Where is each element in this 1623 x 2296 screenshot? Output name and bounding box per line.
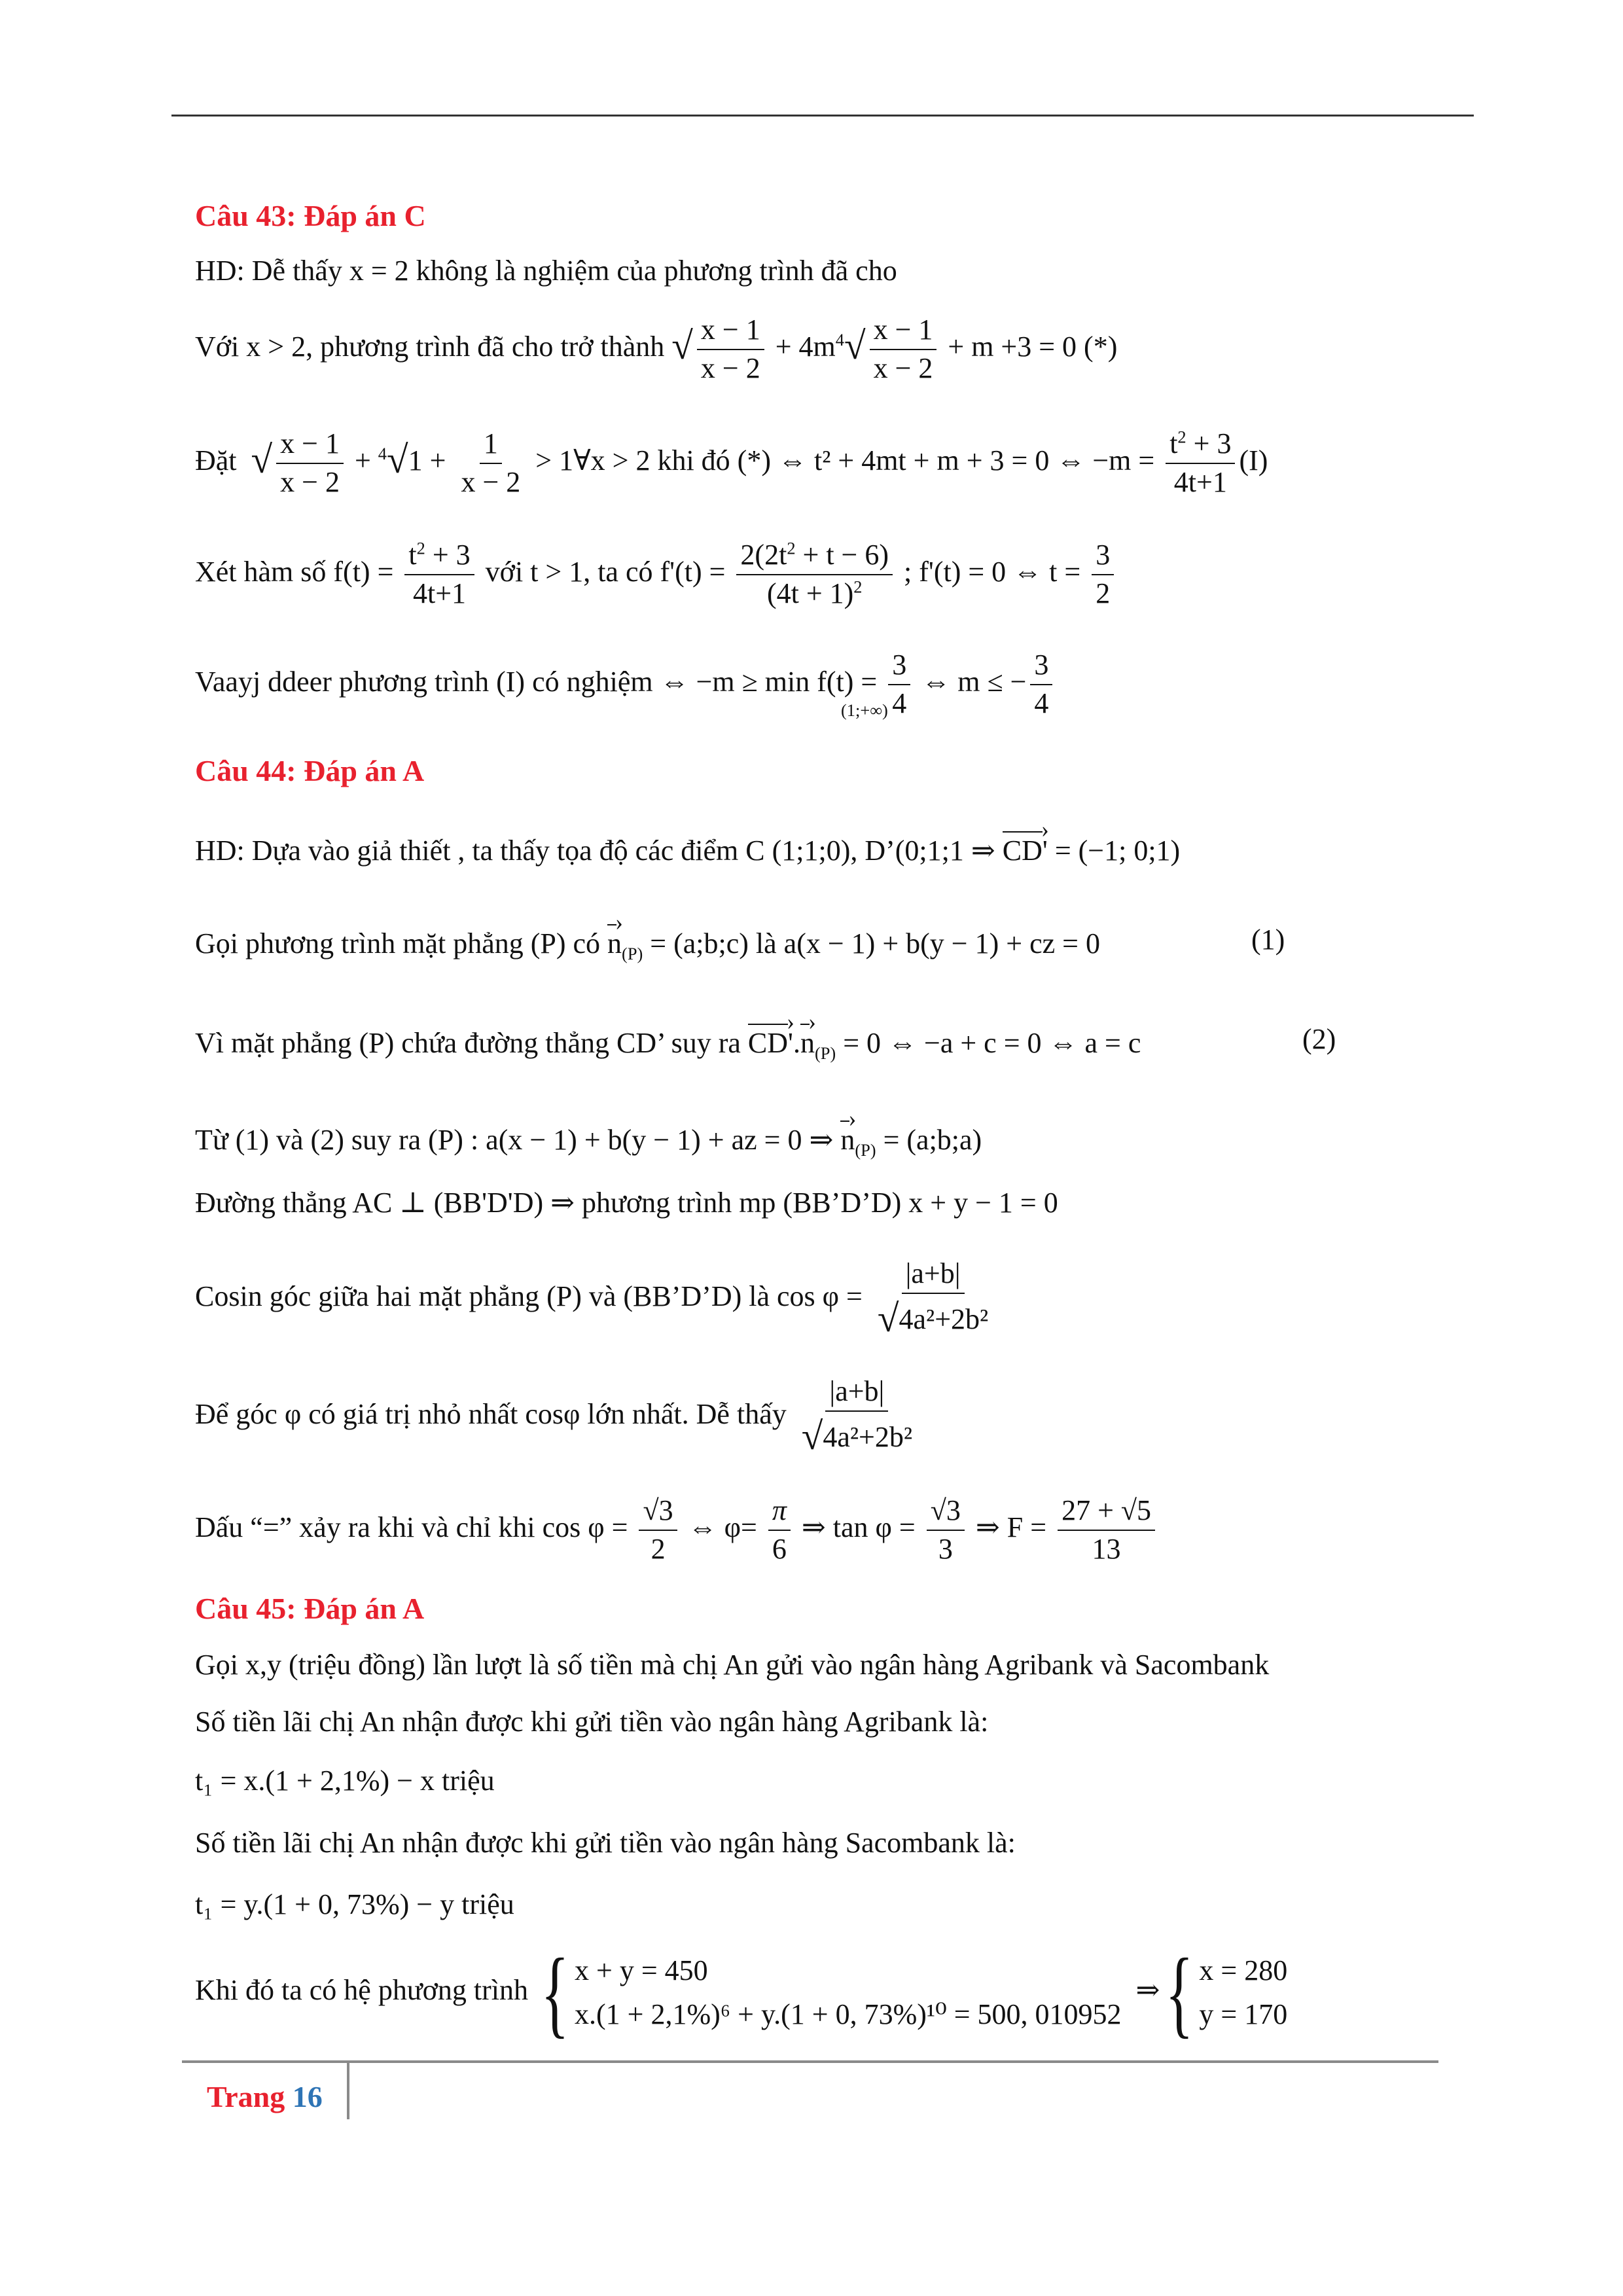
q44-line5: Đường thẳng AC ⊥ (BB'D'D) ⇒ phương trình mp (BB’D’D) x + y − 1 = 0 [195, 1187, 1058, 1219]
page-value: 16 [292, 2080, 323, 2113]
q45-title: Câu 45: Đáp án A [195, 1592, 425, 1625]
q43-line4: Xét hàm số f(t) = $\frac{t^2 + 3}{4t+1}$ với t > 1, ta có f'(t) = $\frac{2(2t^2 + t - 6)}{(4t + 1)^2}$ ; f'(t) = 0 ⇔ t = $\frac{3}{2}$ [195, 538, 1118, 611]
q44-line6: Cosin góc giữa hai mặt phẳng (P) và (BB’D’D) là cos φ = $\frac{|a+b|}{\text{√4a²+2b²}}$ [195, 1257, 989, 1340]
q45-line4: Số tiền lãi chị An nhận được khi gửi tiền vào ngân hàng Sacombank là: [195, 1827, 1016, 1859]
q44-cos-den: 4a²+2b² [899, 1302, 989, 1335]
q44-line4-text: Từ (1) và (2) suy ra (P) : a(x − 1) + b(y − 1) + az = 0 ⇒ [195, 1124, 834, 1156]
q44-eq-num-2: (2) [1302, 1023, 1336, 1055]
q44-line1-text: HD: Dựa vào giả thiết , ta thấy tọa độ các điểm C (1;1;0), D’(0;1;1 ⇒ [195, 834, 995, 867]
q43-min-subscript: (1;+∞) [841, 700, 888, 720]
q43-line3-mid: > 1∀x > 2 khi đó (*) ⇔ t² + 4mt + m + 3 = 0 ⇔ −m = [535, 444, 1155, 476]
q43-line5-mid: ⇔ m ≤ − [921, 665, 1027, 698]
q44-cos-num-2: |a+b| [825, 1374, 888, 1412]
q44-n-subscript-2: (P) [814, 1043, 836, 1063]
q44-line8: Dấu “=” xảy ra khi và chỉ khi cos φ = $\frac{√3}{2}$ ⇔ φ= $\frac{\pi}{6}$ ⇒ tan φ = $\frac{√3}{3}$ ⇒ F = $\frac{27 + √5}{13}$ [195, 1494, 1159, 1567]
q44-line8-b: ⇒ tan φ = [801, 1511, 916, 1543]
q44-vector-n: n › [607, 923, 622, 961]
q43-line3-text: Đặt [195, 444, 237, 476]
q44-vector-cd: CD' › [1003, 830, 1048, 869]
q44-n-subscript: (P) [622, 943, 643, 963]
q45-line3: t₁ = x.(1 + 2,1%) − x triệu [195, 1765, 495, 1797]
footer-vertical-bar [347, 2062, 349, 2119]
q43-line2: Với x > 2, phương trình đã cho trở thành √ $\frac{x - 1}{x - 2}$ + $4m^4√$ $\frac{x - 1}{x - 2}$ + m +3 = 0 (*) [195, 314, 1118, 384]
q44-line4 [195, 1119, 982, 1160]
q44-title: Câu 44: Đáp án A [195, 754, 425, 787]
q45-line5: t₁ = y.(1 + 0, 73%) − y triệu [195, 1888, 514, 1920]
q44-line6-text: Cosin góc giữa hai mặt phẳng (P) và (BB’D’D) là cos φ = [195, 1280, 863, 1313]
q45-result-y: y = 170 [1199, 1998, 1288, 2030]
q43-line5-text: Vaayj ddeer phương trình (I) có nghiệm ⇔ −m ≥ min f(t) = [195, 665, 878, 698]
q43-line3-tail: (I) [1239, 444, 1268, 476]
q45-system-eq1: x + y = 450 [575, 1954, 708, 1987]
page-label: Trang [207, 2080, 285, 2113]
q44-vector-cd-2: CD' › [748, 1022, 793, 1061]
q43-line4-tail: ; f'(t) = 0 ⇔ t = [904, 555, 1081, 588]
q44-line3: Vì mặt phẳng (P) chứa đường thẳng CD’ suy ra CD' ›.n $›_{(P)} = 0$ ⇔ −a + c = 0 ⇔ a = c [195, 1022, 1141, 1064]
q43-title: Câu 43: Đáp án C [195, 199, 426, 232]
q44-line7: Để góc φ có giá trị nhỏ nhất cosφ lớn nhất. Dễ thấy $\frac{|a+b|}{\text{√4a²+2b²}}$ [195, 1375, 913, 1458]
q43-line2-tail: + m +3 = 0 (*) [948, 330, 1118, 363]
q45-line6-text: Khi đó ta có hệ phương trình [195, 1974, 529, 2007]
q44-line2-tail: = (a;b;c) là a(x − 1) + b(y − 1) + cz = 0 [650, 927, 1100, 960]
footer-rule [182, 2060, 1438, 2063]
q44-n-subscript-3: (P) [855, 1139, 876, 1160]
q44-line4-tail: = (a;b;a) [883, 1124, 982, 1156]
q44-line7-text: Để góc φ có giá trị nhỏ nhất cosφ lớn nhất. Dễ thấy [195, 1398, 787, 1431]
q43-line2-text: Với x > 2, phương trình đã cho trở thành [195, 330, 665, 363]
q44-vector-n-3: n › [840, 1119, 855, 1158]
q44-line3-tail: = 0 ⇔ −a + c = 0 ⇔ a = c [843, 1027, 1141, 1059]
q44-cos-den-2: 4a²+2b² [823, 1420, 913, 1453]
q45-system-eq2: x.(1 + 2,1%)⁶ + y.(1 + 0, 73%)¹⁰ = 500, 010952 [575, 1998, 1122, 2030]
q44-line2 [195, 923, 1100, 964]
q43-line3: Đặt √ $\frac{x - 1}{x - 2}$ + $^4$√1 + $\frac{1}{x - 2}$ > 1∀x > 2 khi đó (*) ⇔ t² + 4mt + m + 3 = 0 ⇔ −m = $\frac{t^2 + 3}{4t+1}$ (I) [195, 427, 1268, 498]
q45-result-x: x = 280 [1199, 1954, 1288, 1987]
q44-line2-text: Gọi phương trình mặt phẳng (P) có [195, 927, 601, 960]
header-rule [171, 115, 1474, 117]
q44-line1-tail: = (−1; 0;1) [1054, 834, 1181, 867]
q44-line8-text: Dấu “=” xảy ra khi và chỉ khi cos φ = [195, 1511, 628, 1543]
page-number [207, 2079, 323, 2115]
q44-cos-num: |a+b| [902, 1257, 965, 1294]
q44-line8-c: ⇒ F = [975, 1511, 1047, 1543]
q45-line1: Gọi x,y (triệu đồng) lần lượt là số tiền mà chị An gửi vào ngân hàng Agribank và Sacombank [195, 1649, 1270, 1681]
q44-f-den: 13 [1092, 1532, 1121, 1565]
q43-line4-text: Xét hàm số f(t) = [195, 555, 394, 588]
q44-vector-n-2: n › [800, 1022, 815, 1061]
q44-line3-text: Vì mặt phẳng (P) chứa đường thẳng CD’ suy ra [195, 1027, 741, 1059]
q43-line4-mid: với t > 1, ta có f'(t) = [485, 555, 726, 588]
q43-line5: Vaayj ddeer phương trình (I) có nghiệm ⇔ −m ≥ min f(t) = $\frac{3}{4}$ ⇔ m ≤ − $\frac{3}{4}$ [195, 648, 1056, 721]
q43-line1: HD: Dễ thấy x = 2 không là nghiệm của phương trình đã cho [195, 255, 897, 287]
q44-line8-a: ⇔ φ= [688, 1511, 757, 1543]
q44-f-num: 27 + √5 [1058, 1494, 1155, 1531]
q44-eq-num-1: (1) [1251, 924, 1285, 956]
q44-line1 [195, 830, 1180, 869]
q45-line2: Số tiền lãi chị An nhận được khi gửi tiền vào ngân hàng Agribank là: [195, 1706, 989, 1738]
q45-line6: Khi đó ta có hệ phương trình { x + y = 450 x.(1 + 2,1%)⁶ + y.(1 + 0, 73%)¹⁰ = 500, 010952 ⇒{ x = 280 y = 170 [195, 1939, 1288, 2047]
